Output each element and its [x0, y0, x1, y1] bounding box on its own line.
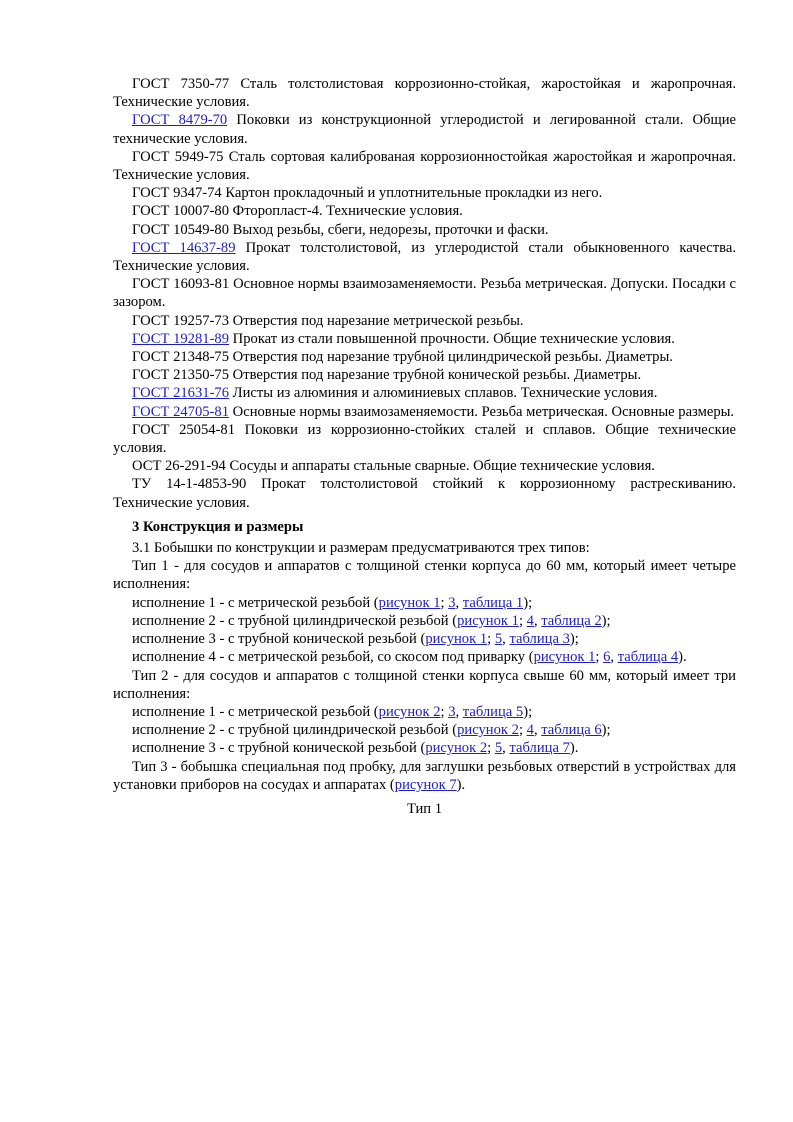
- ref-title: Прокат толстолистовой стойкий к коррозионному растрескиванию. Технические условия.: [113, 476, 736, 511]
- ref-title: Отверстия под нарезание трубной цилиндрической резьбы. Диаметры.: [229, 349, 673, 366]
- ref-gost-9347: [113, 184, 736, 202]
- ref-gost-10549: [113, 221, 736, 239]
- variant-text: исполнение 2 - с трубной цилиндрической резьбой: [132, 722, 449, 739]
- table-link[interactable]: таблица 3: [509, 631, 570, 648]
- section-intro: 3.1 Бобышки по конструкции и размерам предусматриваются трех типов:: [132, 540, 590, 557]
- type3-text: Тип 3 - бобышка специальная под пробку, для заглушки резьбовых отверстий в устройствах для установки приборов на сосудах и аппаратах: [113, 758, 736, 793]
- ref-title: Прокат толстолистовой, из углеродистой стали обыкновенного качества. Технические условия.: [113, 239, 736, 275]
- ref-gost-19281: [113, 330, 736, 348]
- ref-gost-8479: [113, 111, 736, 147]
- variant-text: исполнение 1 - с метрической резьбой: [132, 703, 371, 720]
- ref-code: ГОСТ 19257-73: [132, 312, 230, 329]
- ref-title: Сосуды и аппараты стальные сварные. Общие технические условия.: [225, 458, 655, 475]
- variant-text: исполнение 1 - с метрической резьбой: [132, 594, 371, 611]
- ref-code: ГОСТ 16093-81: [132, 276, 230, 293]
- ref-code: ГОСТ 5949-75: [132, 148, 224, 165]
- figure-num-link[interactable]: 5: [494, 740, 503, 757]
- ref-code: ГОСТ 10549-80: [132, 221, 230, 238]
- table-link[interactable]: таблица 5: [462, 703, 524, 720]
- figure-num-link[interactable]: 3: [448, 594, 456, 611]
- figure-num-link[interactable]: 3: [448, 703, 456, 720]
- figure-link[interactable]: рисунок 2: [425, 740, 488, 757]
- figure-num-link[interactable]: 4: [526, 722, 534, 739]
- ref-title: Картон прокладочный и уплотнительные прокладки из него.: [221, 185, 603, 202]
- ref-title: Сталь сортовая калиброваная коррозионностойкая жаростойкая и жаропрочная. Технические условия.: [113, 148, 736, 184]
- ref-title: Выход резьбы, сбеги, недорезы, проточки и фаски.: [229, 221, 549, 238]
- ref-gost-10007: [113, 202, 736, 220]
- figure-caption: Тип 1: [406, 800, 443, 817]
- ref-title: Поковки из коррозионно-стойких сталей и сплавов. Общие технические условия.: [113, 421, 737, 457]
- ref-gost-7350: [113, 75, 736, 111]
- type1-intro: Тип 1 - для сосудов и аппаратов с толщиной стенки корпуса до 60 мм, который имеет четыре исполнения:: [113, 558, 736, 593]
- table-link[interactable]: таблица 2: [541, 612, 602, 629]
- ref-tu-14-1-4853: [113, 475, 736, 511]
- type1-variant-3: исполнение 3 - с трубной конической резьбой (рисунок 1; 5, таблица 3);: [132, 631, 579, 648]
- ref-code-link[interactable]: ГОСТ 19281-89: [132, 330, 230, 347]
- ref-title: Прокат из стали повышенной прочности. Общие технические условия.: [229, 330, 675, 347]
- type1-variant-2: исполнение 2 - с трубной цилиндрической резьбой (рисунок 1; 4, таблица 2);: [132, 612, 611, 629]
- figure-link[interactable]: рисунок 2: [457, 722, 519, 739]
- section-heading: 3 Конструкция и размеры: [132, 518, 304, 535]
- figure-link[interactable]: рисунок 1: [533, 649, 596, 666]
- ref-title: Основные нормы взаимозаменяемости. Резьба метрическая. Основные размеры.: [229, 403, 735, 420]
- ref-title: Отверстия под нарезание трубной конической резьбы. Диаметры.: [229, 367, 642, 384]
- ref-ost-26-291: [113, 457, 736, 475]
- ref-gost-25054: [113, 421, 736, 457]
- variant-text: исполнение 3 - с трубной конической резьбой: [132, 631, 417, 648]
- ref-gost-21348: [113, 348, 736, 366]
- ref-gost-19257: [113, 312, 736, 330]
- ref-gost-5949: [113, 148, 736, 184]
- ref-code-link[interactable]: ГОСТ 8479-70: [132, 112, 228, 129]
- ref-gost-24705: [113, 403, 736, 421]
- figure-link[interactable]: рисунок 1: [378, 594, 441, 611]
- figure-num-link[interactable]: 6: [603, 649, 611, 666]
- figure-link[interactable]: рисунок 1: [425, 631, 488, 648]
- ref-title: Поковки из конструкционной углеродистой и легированной стали. Общие технические условия.: [113, 112, 736, 147]
- type2-variant-2: исполнение 2 - с трубной цилиндрической резьбой (рисунок 2; 4, таблица 6);: [132, 722, 611, 739]
- figure-link[interactable]: рисунок 7: [394, 776, 457, 793]
- type2-variant-1: исполнение 1 - с метрической резьбой (рисунок 2; 3, таблица 5);: [132, 703, 533, 720]
- figure-link[interactable]: рисунок 2: [378, 703, 441, 720]
- ref-code-link[interactable]: ГОСТ 24705-81: [132, 403, 230, 420]
- type1-variant-1: исполнение 1 - с метрической резьбой (рисунок 1; 3, таблица 1);: [132, 594, 533, 611]
- ref-code-link[interactable]: ГОСТ 21631-76: [132, 385, 230, 402]
- table-link[interactable]: таблица 4: [617, 649, 679, 666]
- variant-text: исполнение 4 - с метрической резьбой, со скосом под приварку: [132, 649, 526, 666]
- type2-variant-3: исполнение 3 - с трубной конической резьбой (рисунок 2; 5, таблица 7).: [132, 740, 579, 757]
- ref-title: Листы из алюминия и алюминиевых сплавов. Технические условия.: [229, 385, 658, 402]
- ref-title: Сталь толстолистовая коррозионно-стойкая, жаростойкая и жаропрочная. Технические условия.: [113, 76, 736, 111]
- table-link[interactable]: таблица 7: [509, 740, 570, 757]
- ref-gost-21350: [113, 366, 736, 384]
- document-page: [113, 75, 736, 833]
- figure-num-link[interactable]: 5: [494, 631, 503, 648]
- variant-text: исполнение 3 - с трубной конической резьбой: [132, 740, 417, 757]
- type3-description: Тип 3 - бобышка специальная под пробку, для заглушки резьбовых отверстий в устройствах для установки приборов на сосудах и аппаратах (рисунок 7).: [113, 758, 736, 793]
- figure-link[interactable]: рисунок 1: [457, 612, 519, 629]
- ref-code: ГОСТ 10007-80: [132, 203, 230, 220]
- ref-code: ГОСТ 21348-75: [132, 349, 230, 366]
- ref-code: ГОСТ 21350-75: [132, 367, 230, 384]
- variant-text: исполнение 2 - с трубной цилиндрической резьбой: [132, 612, 449, 629]
- ref-code: ОСТ 26-291-94: [132, 458, 226, 475]
- ref-gost-21631: [113, 384, 736, 402]
- ref-code: ТУ 14-1-4853-90: [132, 476, 247, 493]
- ref-code: ГОСТ 7350-77: [132, 76, 230, 92]
- ref-gost-14637: [113, 239, 736, 275]
- type1-variant-4: исполнение 4 - с метрической резьбой, со скосом под приварку (рисунок 1; 6, таблица 4).: [132, 649, 687, 666]
- ref-code-link[interactable]: ГОСТ 14637-89: [132, 239, 236, 256]
- ref-code: ГОСТ 9347-74: [132, 185, 222, 202]
- table-link[interactable]: таблица 1: [462, 594, 524, 611]
- ref-code: ГОСТ 25054-81: [132, 421, 236, 438]
- ref-gost-16093: [113, 275, 736, 311]
- type2-intro: Тип 2 - для сосудов и аппаратов с толщиной стенки корпуса свыше 60 мм, который имеет три исполнения:: [113, 667, 736, 702]
- figure-num-link[interactable]: 4: [526, 612, 534, 629]
- table-link[interactable]: таблица 6: [541, 722, 602, 739]
- ref-title: Отверстия под нарезание метрической резьбы.: [229, 312, 524, 329]
- ref-title: Фторопласт-4. Технические условия.: [229, 203, 463, 220]
- ref-title: Основное нормы взаимозаменяемости. Резьба метрическая. Допуски. Посадки с зазором.: [113, 276, 736, 311]
